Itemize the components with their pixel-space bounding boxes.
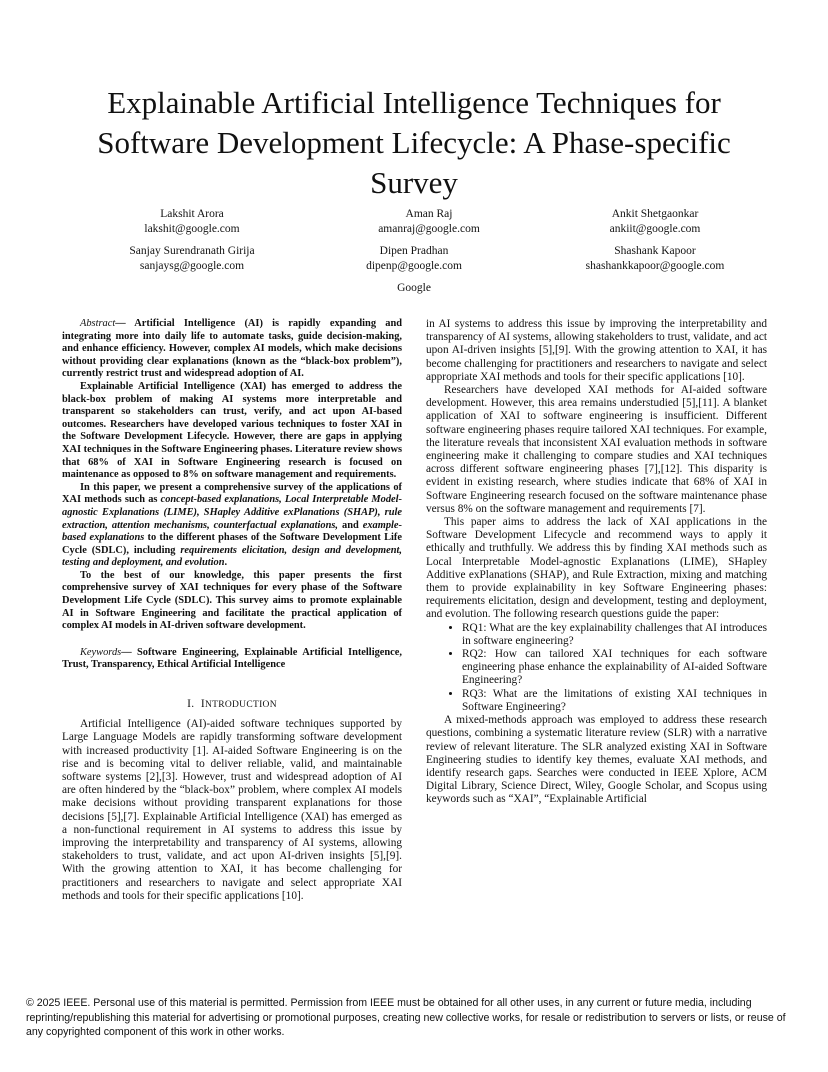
affiliation: Google [397,282,431,294]
author [299,244,529,274]
author-email: shashankkapoor@google.com [585,260,725,272]
abstract-paragraph: To the best of our knowledge, this paper presents the first comprehensive survey of XAI techniques for every phase of the Software Development Life Cycle (SDLC). This survey aims to promote explainable AI in Software Engineering and facilitate the practical application of complex AI models in AI-driven software development. [62,569,402,632]
author-email: sanjaysg@google.com [139,260,245,272]
body-paragraph: Researchers have developed XAI methods for AI-aided software development. However, this area remains understudied [5],[11]. A blanket application of XAI to software engineering is insufficient. Different software engineering phases require tailored XAI techniques. For example, the literature reveals that inconsistent XAI evaluation methods in software engineering make it challenging to compare studies and XAI techniques across different software engineering phases [7],[12]. This disparity is evident in existing research, where studies indicate that 68% of XAI in Software Engineering research focused on the software maintenance phase versus 8% on the software management and requirements [7]. [426,384,767,515]
abstract-label: Abstract [80,318,116,329]
continued-text: in AI systems to address this issue by improving the interpretability and transparency of AI systems, allowing stakeholders to trust, validate, and act upon AI-driven insights [5],[9]. With the growing attention to XAI, it has become challenging for practitioners and researchers to navigate and select appropriate XAI methods and tools for their specific applications [10]. [426,318,768,383]
abstract-paragraph: Explainable Artificial Intelligence (XAI) has emerged to address the black-box problem of making AI systems more interpretable and transparent so stakeholders can trust, verify, and act upon AI-based outcomes. Researchers have developed various techniques to foster XAI in the Software Development Lifecycle. However, there are gaps in applying XAI techniques in the Software Engineering phases. Literature review shows that 68% of XAI in Software Engineering research is focused on maintenance as opposed to 8% on software management and requirements. [62,380,403,481]
author-email: amanraj@google.com [378,223,480,235]
author-email: lakshit@google.com [144,223,240,235]
body-paragraph: This paper aims to address the lack of XAI applications in the Software Development Lifecycle and recommend ways to apply it ethically and truthfully. We address this by finding XAI methods such as Local Interpretable Model-agnostic Explanations (LIME), SHapley Additive exPlanations (SHAP), and Rule Extraction, mixing and matching them to provide explainability in key Software Engineering phases: requirements elicitation, design and development, testing and deployment, and evolution. The following research questions guide the paper: [426,516,767,621]
author-name: Sanjay Surendranath Girija [129,245,255,257]
keywords-dash: — [121,646,137,658]
list-item: • RQ3: What are the limitations of existing XAI techniques in Software Engineering? [462,688,767,714]
author-block [0,207,828,277]
research-questions-list [426,622,767,714]
abstract-text: In this paper, we present a comprehensive survey of the applications of XAI methods such as [62,481,402,506]
abstract-dash: — [115,318,135,329]
author-name: Shashank Kapoor [614,245,696,257]
author [314,207,544,237]
body-paragraph [426,318,767,384]
list-item: • RQ2: How can tailored XAI techniques for each software engineering phase enhance the explainability of AI-aided Software Engineering? [462,648,767,688]
keywords-label: Keywords [80,646,122,658]
paper-title: Explainable Artificial Intelligence Techniques for Software Development Lifecycle: A Phase-specific Survey [97,85,731,200]
author [77,207,307,237]
author [77,244,307,274]
author-name: Ankit Shetgaonkar [611,208,699,220]
abstract-paragraph [62,482,402,570]
abstract-emphasis: example-based explanations [62,519,402,544]
author [540,207,770,237]
abstract-text: . [224,557,228,569]
author-name: Lakshit Arora [160,208,224,220]
section-initial: I [200,698,205,711]
section-number: I. [187,698,195,711]
author-name: Aman Raj [405,208,453,220]
keywords [62,647,402,672]
author-email: dipenp@google.com [366,260,462,272]
right-column [426,318,767,807]
section-title: NTRODUCTION [204,700,277,711]
abstract-emphasis: requirements elicitation, design and development, testing and deployment, and evolution [62,544,402,569]
section-heading [62,698,402,712]
author [540,244,770,274]
abstract-paragraph [62,318,402,381]
keywords-text: Software Engineering, Explainable Artificial Intelligence, Trust, Transparency, Ethical Artificial Intelligence [62,646,402,671]
abstract-text: to the different phases of the Software Development Life Cycle (SDLC), including [62,532,402,556]
author-email: ankiit@google.com [609,223,701,235]
author-name: Dipen Pradhan [379,245,449,257]
list-item: • RQ1: What are the key explainability challenges that AI introduces in software engineering? [462,622,767,648]
body-paragraph: Artificial Intelligence (AI)-aided software techniques supported by Large Language Models are rapidly transforming software development with increased productivity [1]. AI-aided Software Engineering is on the rise and is becoming vital to deliver reliable, valid, and maintainable software systems [2],[3]. However, trust and widespread adoption of AI are often hindered by the “black-box” problem, where complex AI models make decisions without providing transparent explanations for those decisions [5],[7]. Explainable Artificial Intelligence (XAI) has emerged as a non-functional requirement in AI systems to address this issue by improving the interpretability and transparency of AI systems, allowing stakeholders to trust, validate, and act upon AI-driven insights [5],[9]. With the growing attention to XAI, it has become challenging for practitioners and researchers to navigate and select appropriate XAI methods and tools for their specific applications [10]. [62,718,402,902]
copyright-notice: © 2025 IEEE. Personal use of this material is permitted. Permission from IEEE must be obtained for all other uses, in any current or future media, including reprinting/republishing this material for advertising or promotional purposes, creating new collective works, for resale or redistribution to servers or lists, or reuse of any copyrighted component of this work in other works. [26,997,786,1039]
body-paragraph: A mixed-methods approach was employed to address these research questions, combining a systematic literature review (SLR) with a narrative review of relevant literature. The SLR analyzed existing XAI in Software Engineering studies to identify key themes, evaluate XAI methods, and identify research gaps. Searches were conducted in IEEE Xplore, ACM Digital Library, Science Direct, Wiley, Google Scholar, and Scopus using keywords such as “XAI”, “Explainable Artificial [426,714,767,806]
abstract-text: Artificial Intelligence (AI) is rapidly expanding and integrating more into daily life to automate tasks, guide decision-making, and enhance efficiency. However, complex AI models, which make decisions without providing clear explanations (known as the “black-box problem”), currently restrict trust and widespread adoption of AI. [62,318,403,380]
abstract-emphasis: concept-based explanations, Local Interpretable Model-agnostic Explanations (LIME), SHapley Additive exPlanations (SHAP), rule extraction, attention mechanisms, counterfactual explanations, [62,494,403,531]
abstract-text: and [338,519,363,531]
left-column [62,318,403,902]
